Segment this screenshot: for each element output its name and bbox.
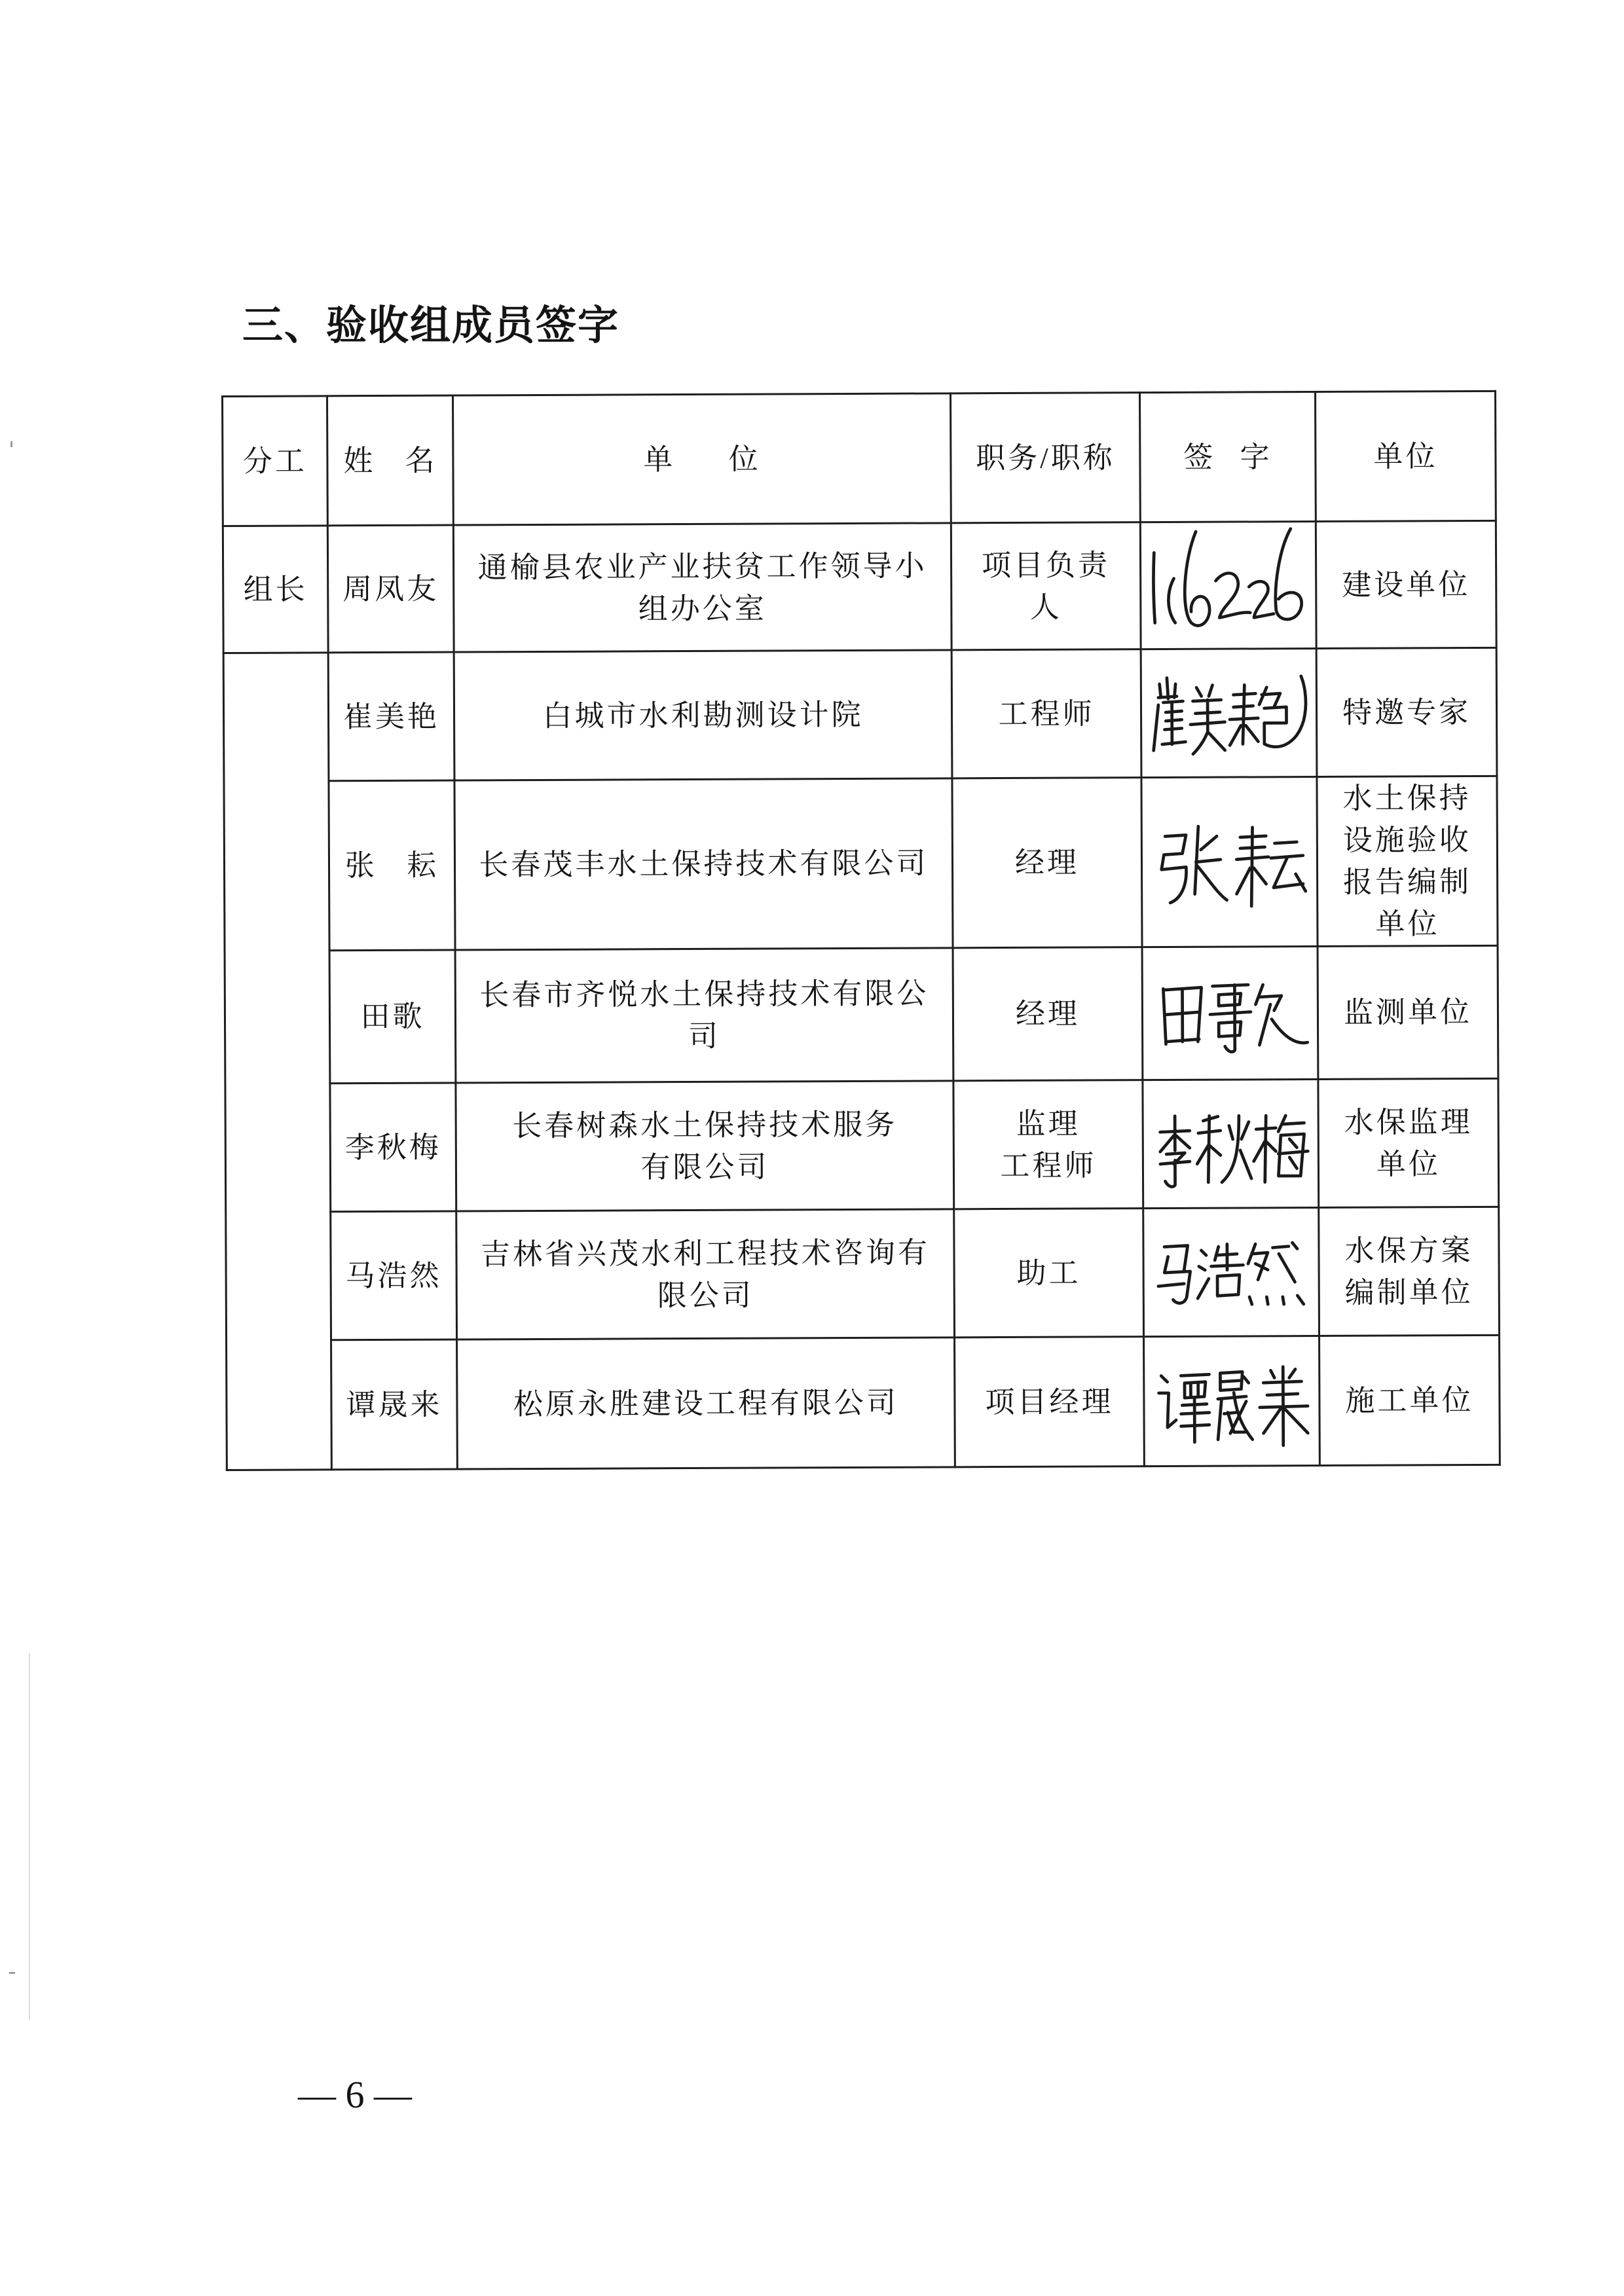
role-cell-merged	[223, 653, 331, 1470]
unit-line: 通榆县农业产业扶贫工作领导小	[477, 549, 927, 584]
unit-type-cell	[1316, 647, 1497, 776]
handwritten-signature	[1149, 1082, 1313, 1206]
signature-stroke	[1259, 676, 1306, 746]
signature-stroke	[1253, 1115, 1308, 1182]
name-cell: 张 耘	[329, 780, 455, 951]
handwritten-signature	[1147, 524, 1311, 647]
header-position: 职务/职称	[950, 393, 1140, 523]
signature-stroke	[1168, 578, 1175, 623]
unit-line: 限公司	[657, 1279, 754, 1312]
handwritten-signature	[1149, 1211, 1314, 1334]
position-line: 工程师	[998, 697, 1095, 731]
table-row	[227, 1335, 1500, 1470]
signature-stroke	[1248, 1242, 1304, 1303]
signature-stroke	[1249, 581, 1274, 617]
unit-type-line: 编制单位	[1344, 1275, 1473, 1309]
acceptance-members-table	[221, 390, 1501, 1471]
position-cell	[954, 1209, 1144, 1338]
unit-type-line: 水保监理	[1344, 1105, 1473, 1139]
table-row	[226, 1207, 1500, 1340]
unit-line: 司	[688, 1019, 721, 1053]
table-row	[223, 647, 1497, 781]
page-number: — 6 —	[298, 2073, 412, 2116]
unit-line: 吉林省兴茂水利工程技术咨询有	[480, 1235, 931, 1271]
role-cell: 组长	[223, 526, 328, 653]
position-line: 助工	[1016, 1256, 1081, 1290]
unit-cell	[457, 1338, 955, 1469]
signature-stroke	[1236, 828, 1268, 907]
unit-cell	[454, 650, 952, 780]
position-line: 经理	[1015, 997, 1080, 1030]
unit-type-cell	[1318, 1078, 1499, 1207]
unit-type-line: 建设单位	[1342, 568, 1471, 602]
position-line: 工程师	[1000, 1148, 1097, 1182]
unit-cell	[456, 1081, 954, 1211]
signature-cell	[1140, 522, 1316, 649]
name-cell: 马浩然	[331, 1211, 457, 1340]
unit-cell	[456, 1209, 955, 1339]
signature-cell	[1143, 1079, 1319, 1208]
unit-line: 白城市水利勘测设计院	[542, 698, 864, 733]
signature-stroke	[1260, 1366, 1308, 1446]
position-line: 人	[1029, 591, 1062, 624]
name-cell: 崔美艳	[328, 652, 454, 781]
signature-stroke	[1215, 573, 1250, 617]
signature-stroke	[1198, 1244, 1244, 1298]
unit-type-cell	[1320, 1335, 1500, 1465]
header-name: 姓 名	[327, 395, 454, 526]
position-cell	[951, 649, 1141, 778]
signature-stroke	[1255, 985, 1307, 1045]
unit-type-line: 单位	[1376, 1147, 1441, 1181]
signature-stroke	[1153, 701, 1185, 750]
signature-stroke	[1275, 528, 1301, 619]
signature-stroke	[1163, 987, 1202, 1044]
name-cell: 谭晟来	[331, 1339, 458, 1470]
unit-type-cell	[1318, 945, 1498, 1079]
unit-line: 松原永胜建设工程有限公司	[513, 1386, 899, 1421]
handwritten-signature	[1149, 951, 1313, 1075]
unit-line: 长春茂丰水土保持技术有限公司	[479, 847, 929, 882]
signature-stroke	[1190, 685, 1225, 754]
signature-stroke	[1197, 1116, 1251, 1182]
signature-cell	[1141, 648, 1317, 777]
unit-type-line: 水土保持	[1342, 782, 1471, 815]
name-cell: 李秋梅	[330, 1083, 456, 1212]
unit-type-line: 特邀专家	[1342, 695, 1471, 729]
signature-stroke	[1160, 1116, 1190, 1186]
signature-stroke	[1230, 685, 1259, 745]
unit-type-line: 施工单位	[1345, 1383, 1474, 1417]
signature-stroke	[1185, 531, 1209, 625]
unit-type-cell	[1319, 1207, 1500, 1336]
unit-type-cell	[1316, 520, 1496, 648]
unit-cell	[453, 523, 951, 652]
table-row	[224, 776, 1498, 951]
signature-stroke	[1218, 1372, 1253, 1440]
name-cell: 周凤友	[327, 525, 454, 653]
signature-stroke	[1153, 553, 1154, 623]
handwritten-signature	[1148, 800, 1312, 924]
position-cell	[955, 1337, 1145, 1467]
unit-line: 有限公司	[640, 1150, 769, 1184]
signature-cell	[1143, 1207, 1320, 1336]
position-line: 项目经理	[985, 1385, 1114, 1419]
position-cell	[952, 778, 1142, 948]
handwritten-signature	[1150, 1339, 1314, 1463]
position-cell	[953, 1080, 1143, 1209]
signature-stroke	[1271, 842, 1306, 891]
signature-cell	[1144, 1336, 1320, 1466]
section-title: 三、验收组成员签字	[242, 301, 620, 349]
position-line: 经理	[1014, 846, 1080, 879]
position-cell	[953, 947, 1143, 1081]
signature-cell	[1142, 946, 1318, 1080]
unit-line: 组办公室	[638, 592, 767, 625]
unit-line: 长春树森水土保持技术服务	[512, 1108, 898, 1142]
unit-line: 长春市齐悦水土保持技术有限公	[479, 977, 929, 1012]
position-cell	[951, 522, 1141, 650]
signature-cell	[1141, 776, 1318, 947]
unit-type-cell	[1317, 776, 1498, 946]
table-row	[225, 945, 1498, 1084]
position-line: 项目负责	[981, 548, 1111, 582]
table-header-row	[223, 391, 1496, 526]
handwritten-signature	[1147, 651, 1312, 775]
signature-stroke	[1158, 1245, 1190, 1303]
scan-mark	[9, 1972, 15, 1974]
unit-type-line: 报告编制	[1343, 866, 1472, 899]
unit-type-line: 监测单位	[1343, 996, 1473, 1029]
table-row	[223, 520, 1496, 653]
scan-mark	[10, 441, 12, 447]
signature-stroke	[1181, 1374, 1209, 1442]
signature-stroke	[1162, 835, 1187, 903]
scan-edge-line	[29, 1653, 30, 2020]
unit-type-line: 水保方案	[1344, 1233, 1473, 1267]
unit-type-line: 设施验收	[1342, 824, 1471, 857]
header-unit-type: 单位	[1315, 391, 1496, 521]
header-role: 分工	[223, 396, 328, 526]
unit-type-line: 单位	[1375, 907, 1440, 941]
name-cell: 田歌	[329, 950, 456, 1084]
signature-stroke	[1158, 678, 1177, 699]
signature-stroke	[1158, 1376, 1176, 1427]
signature-stroke	[1194, 826, 1227, 900]
header-unit: 单 位	[453, 393, 951, 525]
table-row	[225, 1078, 1499, 1212]
unit-cell	[455, 948, 953, 1083]
header-signature: 签 字	[1139, 392, 1316, 522]
signature-stroke	[1210, 985, 1251, 1052]
unit-cell	[454, 778, 953, 950]
position-line: 监理	[1016, 1107, 1080, 1140]
